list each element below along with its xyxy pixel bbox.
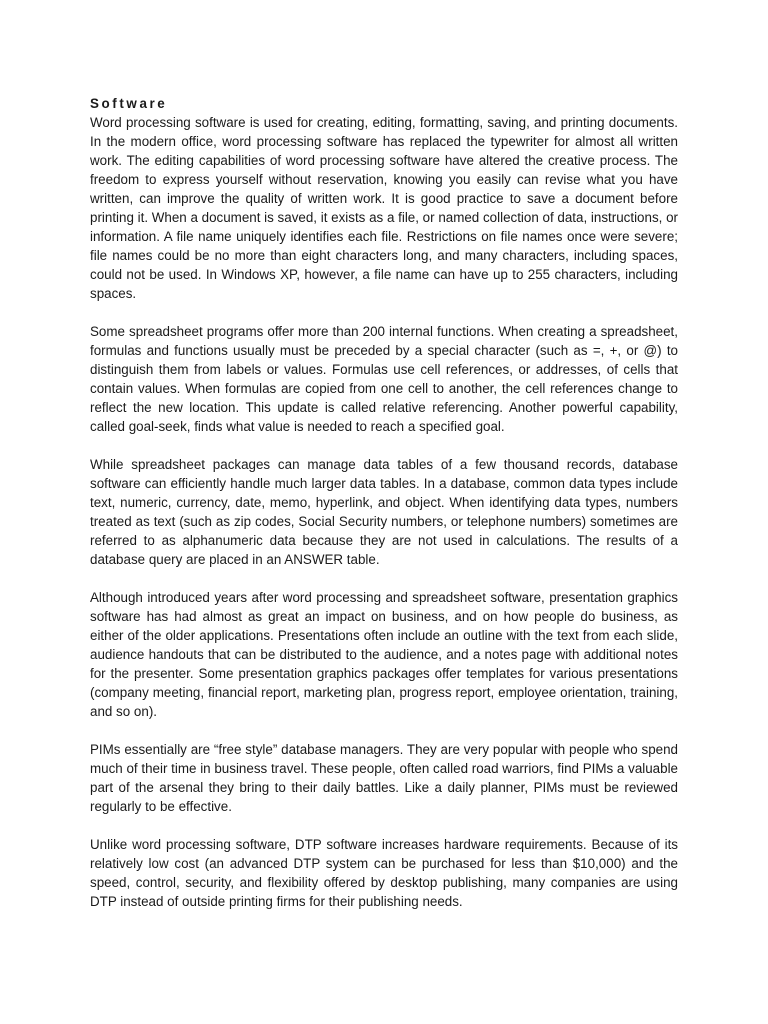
paragraph-word-processing: Word processing software is used for creating, editing, formatting, saving, and printing documents. In the modern office, word processing software has replaced the typewriter for almost all written work. The editing capabilities of word processing software have altered the creative process. The freedom to express yourself without reservation, knowing you easily can revise what you have written, can improve the quality of written work. It is good practice to save a document before printing it. When a document is saved, it exists as a file, or named collection of data, instructions, or information. A file name uniquely identifies each file. Restrictions on file names once were severe; file names could be no more than eight characters long, and many characters, including spaces, could not be used. In Windows XP, however, a file name can have up to 255 characters, including spaces. [90,115,678,301]
paragraph-dtp: Unlike word processing software, DTP software increases hardware requirements. Because of its relatively low cost (an advanced DTP system can be purchased for less than $10,000) and the speed, control, security, and flexibility offered by desktop publishing, many companies are using DTP instead of outside printing firms for their publishing needs. [90,837,678,909]
paragraph-database: While spreadsheet packages can manage data tables of a few thousand records, database software can efficiently handle much larger data tables. In a database, common data types include text, numeric, currency, date, memo, hyperlink, and object. When identifying data types, numbers treated as text (such as zip codes, Social Security numbers, or telephone numbers) sometimes are referred to as alphanumeric data because they are not used in calculations. The results of a database query are placed in an ANSWER table. [90,457,678,567]
paragraph-pims: PIMs essentially are “free style” database managers. They are very popular with people who spend much of their time in business travel. These people, often called road warriors, find PIMs a valuable part of the arsenal they bring to their daily battles. Like a daily planner, PIMs must be reviewed regularly to be effective. [90,742,678,814]
paragraph-presentation-graphics: Although introduced years after word processing and spreadsheet software, presentation graphics software has had almost as great an impact on business, and on how people do business, as either of the older applications. Presentations often include an outline with the text from each slide, audience handouts that can be distributed to the audience, and a notes page with additional notes for the presenter. Some presentation graphics packages offer templates for various presentations (company meeting, financial report, marketing plan, progress report, employee orientation, training, and so on). [90,590,678,719]
document-title: Software [90,96,168,111]
document-page [90,94,678,911]
paragraph-spreadsheet: Some spreadsheet programs offer more than 200 internal functions. When creating a spreadsheet, formulas and functions usually must be preceded by a special character (such as =, +, or @) to distinguish them from labels or values. Formulas use cell references, or addresses, of cells that contain values. When formulas are copied from one cell to another, the cell references change to reflect the new location. This update is called relative referencing. Another powerful capability, called goal-seek, finds what value is needed to reach a specified goal. [90,324,678,434]
